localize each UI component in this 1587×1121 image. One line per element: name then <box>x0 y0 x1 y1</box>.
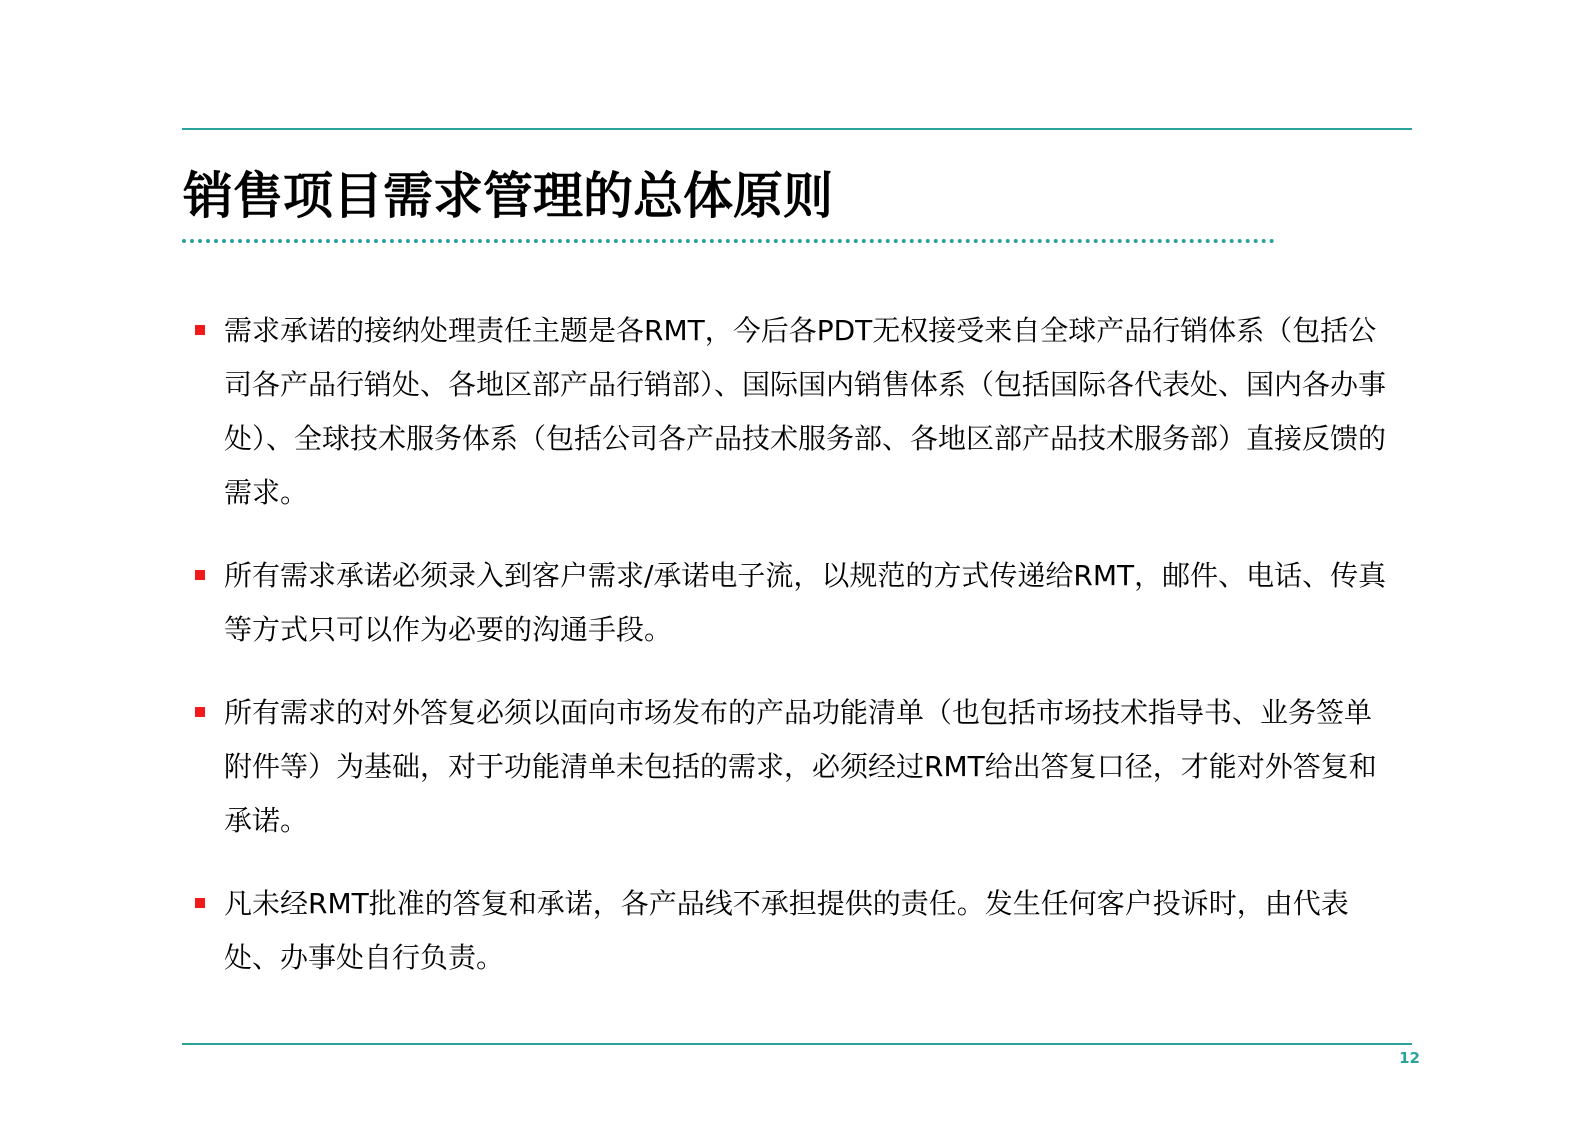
bullet-item-4 <box>195 877 1390 985</box>
bullet-text: 凡未经RMT批准的答复和承诺，各产品线不承担提供的责任。发生任何客户投诉时，由代表处、办事处自行负责。 <box>224 887 1349 974</box>
square-bullet-icon <box>195 707 205 717</box>
square-bullet-icon <box>195 570 205 580</box>
title-dotted-underline <box>182 239 1275 243</box>
bullet-item-2 <box>195 549 1390 657</box>
bullet-item-1 <box>195 304 1390 520</box>
bullet-text: 所有需求承诺必须录入到客户需求/承诺电子流，以规范的方式传递给RMT，邮件、电话、传真等方式只可以作为必要的沟通手段。 <box>224 559 1387 646</box>
bottom-divider <box>182 1043 1412 1045</box>
square-bullet-icon <box>195 325 205 335</box>
slide-title: 销售项目需求管理的总体原则 <box>183 167 833 225</box>
bullet-text: 所有需求的对外答复必须以面向市场发布的产品功能清单（也包括市场技术指导书、业务签单附件等）为基础，对于功能清单未包括的需求，必须经过RMT给出答复口径，才能对外答复和承诺。 <box>224 696 1377 837</box>
top-divider <box>182 128 1412 130</box>
bullet-item-3 <box>195 686 1390 848</box>
page-number: 12 <box>1399 1049 1420 1067</box>
bullet-list <box>195 304 1390 1014</box>
bullet-text: 需求承诺的接纳处理责任主题是各RMT，今后各PDT无权接受来自全球产品行销体系（包括公司各产品行销处、各地区部产品行销部）、国际国内销售体系（包括国际各代表处、国内各办事处）、全球技术服务体系（包括公司各产品技术服务部、各地区部产品技术服务部）直接反馈的需求。 <box>224 314 1387 509</box>
square-bullet-icon <box>195 898 205 908</box>
